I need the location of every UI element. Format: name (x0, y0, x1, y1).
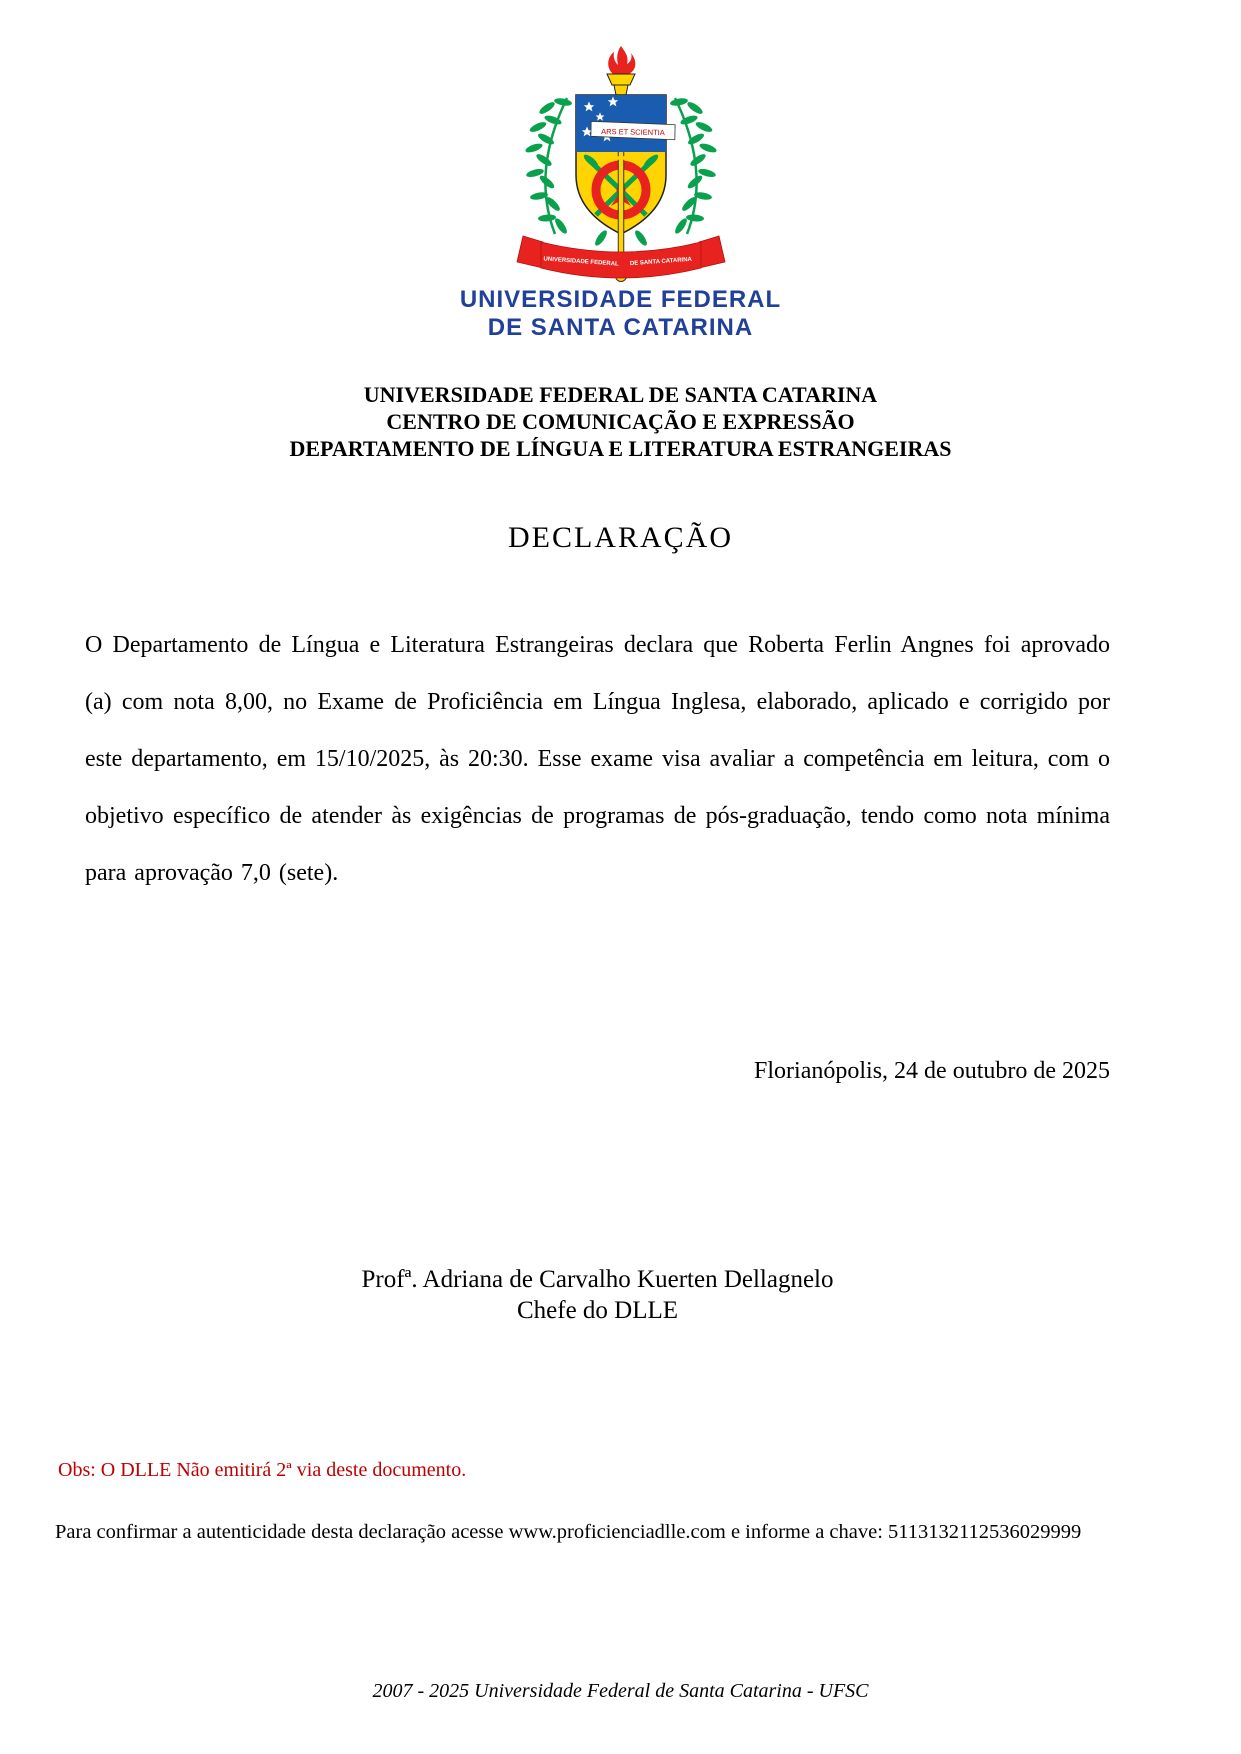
wordmark-line2: DE SANTA CATARINA (487, 314, 754, 341)
signer-role: Chefe do DLLE (516, 1297, 679, 1324)
department-name: DEPARTAMENTO DE LÍNGUA E LITERATURA ESTRANGEIRAS (289, 436, 952, 461)
wordmark-line1: UNIVERSIDADE FEDERAL (459, 286, 782, 313)
ufsc-crest-logo (0, 40, 1241, 290)
dateline: Florianópolis, 24 de outubro de 2025 (754, 1058, 1110, 1084)
institution-header (0, 381, 1241, 462)
observation-note: Obs: O DLLE Não emitirá 2ª via deste documento. (58, 1459, 467, 1481)
center-name: CENTRO DE COMUNICAÇÃO E EXPRESSÃO (386, 409, 855, 434)
motto-banner (590, 121, 674, 139)
declaration-paragraph: O Departamento de Língua e Literatura Estrangeiras declara que Roberta Ferlin Angnes foi aprovado (a) com nota 8,00, no Exame de Proficiência em Língua Inglesa, elaborado, aplicado e corrigido por este departamento, em 15/10/2025, às 20:30. Esse exame visa avaliar a competência em leitura, com o objetivo específico de atender às exigências de programas de pós-graduação, tendo como nota mínima para aprovação 7,0 (sete). (85, 632, 1110, 886)
institution-name: UNIVERSIDADE FEDERAL DE SANTA CATARINA (363, 382, 878, 407)
ribbon-text-left: UNIVERSIDADE FEDERAL (542, 256, 619, 268)
torch-flame-icon (608, 46, 635, 74)
verification-note: Para confirmar a autenticidade desta declaração acesse www.proficienciadlle.com e informe a chave: 5113132112536029999 (55, 1521, 1082, 1543)
signer-name: Profª. Adriana de Carvalho Kuerten Dellagnelo (361, 1266, 834, 1293)
page-footer: 2007 - 2025 Universidade Federal de Santa Catarina - UFSC (372, 1680, 869, 1702)
ufsc-crest-icon (501, 40, 741, 290)
motto-text: ARS ET SCIENTIA (600, 126, 665, 138)
ufsc-wordmark (0, 286, 1241, 342)
ribbon-text-right: DE SANTA CATARINA (629, 256, 692, 268)
signature-block (85, 1264, 1110, 1326)
document-title: DECLARAÇÃO (507, 521, 733, 554)
